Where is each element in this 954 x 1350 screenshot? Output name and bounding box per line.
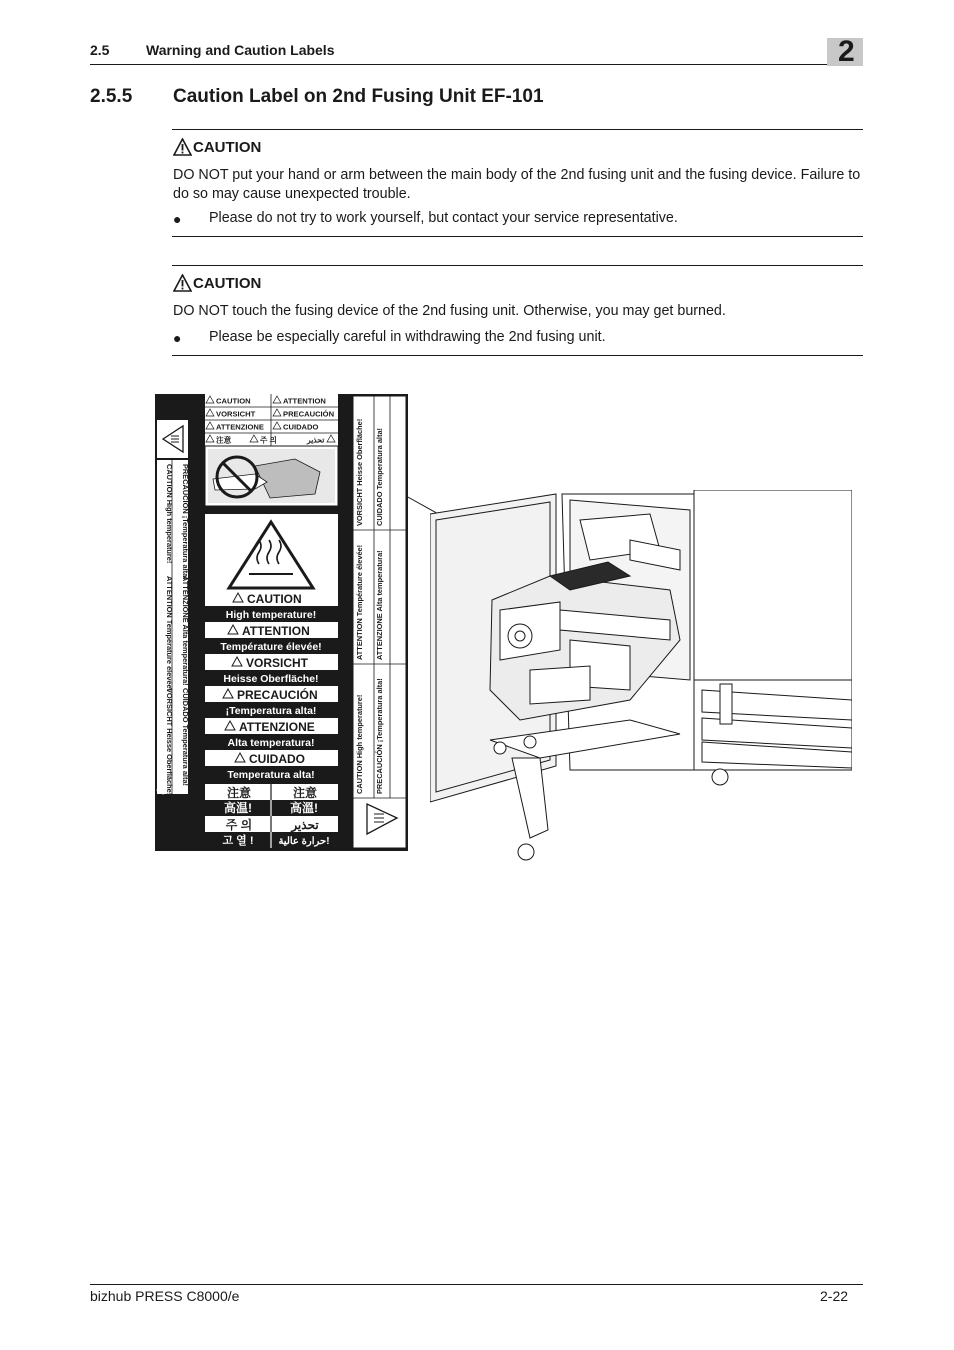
top-language-grid [205, 394, 338, 446]
warning-1-head: ATTENTION [242, 624, 310, 638]
right-strip [353, 396, 406, 848]
left-strip [157, 420, 190, 795]
asian-3-0: 고 열 ! [222, 835, 254, 847]
left-strip-text-1: PRECAUCIÓN ¡Temperatura alta! [181, 464, 190, 580]
right-mid-0: ATTENTION Température élevée! [355, 544, 364, 660]
caution-2-bullet-glyph: ● [173, 330, 182, 346]
grid-attenzione: ATTENZIONE [216, 422, 264, 432]
header-rule [90, 64, 863, 65]
right-mid-1: ATTENZIONE Alta temperatura! [375, 550, 384, 660]
warning-0-sub: High temperature! [225, 609, 317, 621]
footer-page-number: 2-22 [820, 1288, 849, 1304]
fusing-unit-drawing [430, 490, 852, 866]
footer-rule [90, 1284, 863, 1285]
caution-1-top-rule [172, 129, 863, 130]
warning-triangle-icon [173, 138, 192, 156]
warning-4-sub: Alta temperatura! [227, 737, 315, 749]
footer-product: bizhub PRESS C8000/e [90, 1288, 240, 1304]
grid-caution: CAUTION [216, 396, 251, 406]
chapter-number: 2 [838, 35, 855, 68]
header-section-title: Warning and Caution Labels [146, 42, 335, 58]
right-bottom-1: PRECAUCIÓN ¡Temperatura alta! [375, 678, 384, 794]
asian-1-1: 高溫! [290, 801, 318, 815]
warning-3-head: PRECAUCIÓN [237, 688, 318, 702]
heading-number: 2.5.5 [90, 86, 133, 107]
left-strip-text-0: CAUTION High temperature! [165, 464, 174, 564]
warning-5-head: CUIDADO [249, 752, 305, 766]
caution-1-text: DO NOT put your hand or arm between the main body of the 2nd fusing unit and the fusing device. Failure to do so may cause unexpected trouble. [173, 167, 861, 202]
left-strip-text-2: ATTENTION Température élevée! [165, 576, 174, 692]
asian-2-1: تحذير [291, 818, 319, 832]
grid-arabic: تحذير [307, 435, 325, 445]
left-strip-text-3: ATTENZIONE Alta temperatura! [181, 576, 190, 686]
asian-3-1: حرارة عالية! [278, 836, 330, 847]
grid-cuidado: CUIDADO [283, 422, 319, 432]
header-section-number: 2.5 [90, 42, 110, 58]
heading-title: Caution Label on 2nd Fusing Unit EF-101 [173, 86, 544, 107]
left-strip-text-4: VORSICHT Heisse Oberfläche! [165, 688, 174, 796]
warning-3-sub: ¡Temperatura alta! [225, 705, 317, 717]
caution-1-bullet-glyph: ● [173, 211, 182, 227]
warning-4-head: ATTENZIONE [239, 720, 315, 734]
asian-2-0: 주 의 [225, 818, 253, 832]
asian-0-0: 注意 [226, 786, 252, 800]
caution-label-illustration [155, 394, 408, 851]
caution-1-bullet-text: Please do not try to work yourself, but contact your service representative. [209, 210, 678, 226]
warning-5-sub: Temperatura alta! [227, 769, 315, 781]
caution-2-bottom-rule [172, 355, 863, 356]
right-top-0: VORSICHT Heisse Oberfläche! [355, 418, 364, 526]
caution-1-bottom-rule [172, 236, 863, 237]
asian-0-1: 注意 [292, 786, 318, 800]
grid-precaucion: PRECAUCIÓN [283, 409, 335, 419]
warning-1-sub: Température élevée! [220, 641, 322, 653]
warning-0-head: CAUTION [247, 592, 302, 606]
caution-2-top-rule [172, 265, 863, 266]
no-hand-pictogram [205, 446, 338, 506]
left-strip-text-5: CUIDADO Temperatura alta! [181, 688, 190, 787]
caution-2-bullet-text: Please be especially careful in withdrawing the 2nd fusing unit. [209, 329, 606, 345]
caution-1-label: CAUTION [193, 138, 262, 156]
warning-triangle-icon [173, 274, 192, 292]
grid-attention: ATTENTION [283, 396, 326, 406]
caution-1-heading [173, 138, 261, 156]
warning-2-sub: Heisse Oberfläche! [223, 673, 319, 685]
right-top-1: CUIDADO Temperatura alta! [375, 427, 384, 526]
hot-surface-pictogram [205, 514, 338, 594]
right-bottom-0: CAUTION High temperature! [355, 694, 364, 794]
caution-2-text: DO NOT touch the fusing device of the 2nd fusing unit. Otherwise, you may get burned. [173, 303, 726, 319]
grid-chinese: 注意 [216, 435, 232, 445]
caution-2-heading [173, 274, 261, 292]
caution-2-label: CAUTION [193, 274, 262, 292]
grid-vorsicht: VORSICHT [216, 409, 256, 419]
grid-korean: 주 의 [260, 435, 277, 445]
asian-language-grid [205, 784, 338, 848]
asian-1-0: 高温! [224, 801, 252, 815]
warning-2-head: VORSICHT [246, 656, 309, 670]
